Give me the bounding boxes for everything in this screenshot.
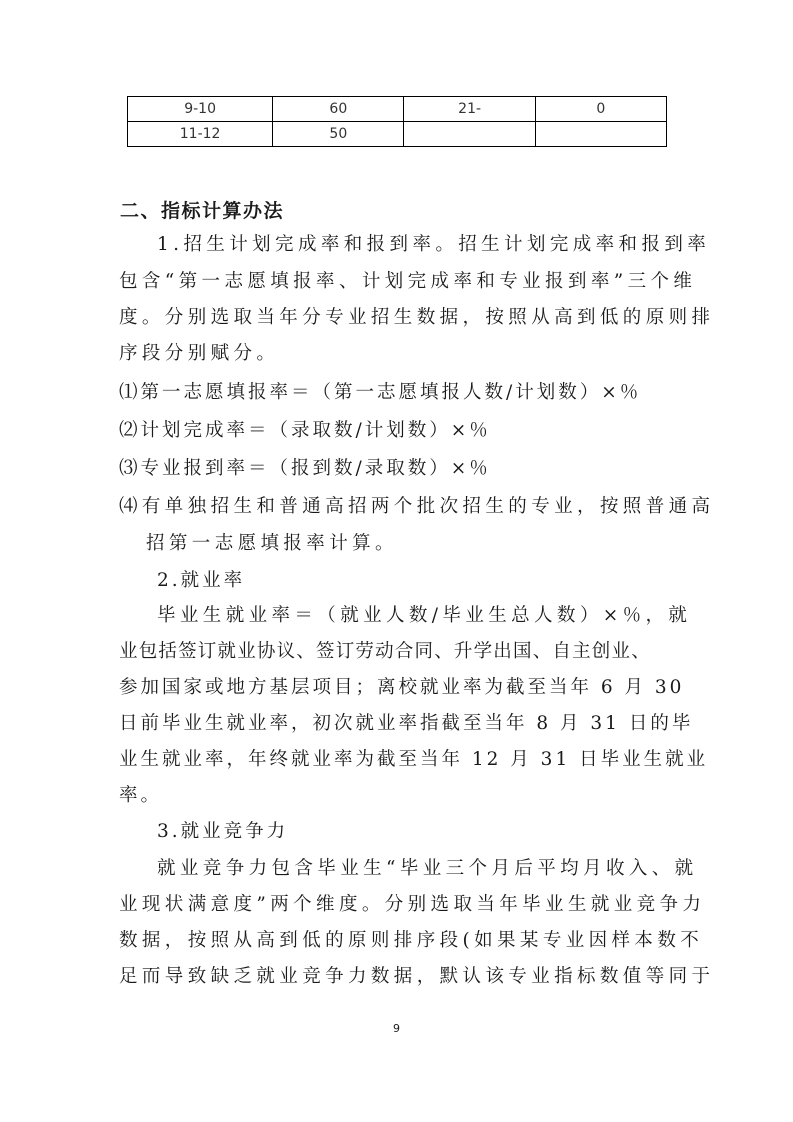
paragraph-line: 业包括签订就业协议、签订劳动合同、升学出国、自主创业、 bbox=[119, 641, 651, 662]
table-cell: 9-10 bbox=[128, 97, 273, 122]
table-cell bbox=[535, 122, 666, 147]
table-cell: 60 bbox=[273, 97, 404, 122]
score-table bbox=[127, 96, 667, 147]
subheading-line: 3.就业竞争力 bbox=[157, 821, 289, 842]
paragraph-line: 业现状满意度”两个维度。分别选取当年毕业生就业竞争力 bbox=[119, 894, 706, 915]
table-cell: 50 bbox=[273, 122, 404, 147]
paragraph-line: 包含“第一志愿填报率、计划完成率和专业报到率”三个维 bbox=[119, 271, 697, 292]
paragraph-line: 参加国家或地方基层项目；离校就业率为截至当年 6 月 30 bbox=[119, 677, 685, 698]
table-cell bbox=[404, 122, 535, 147]
table-row bbox=[128, 122, 667, 147]
paragraph-line: 1.招生计划完成率和报到率。招生计划完成率和报到率 bbox=[157, 234, 711, 255]
table-row bbox=[128, 97, 667, 122]
paragraph-line: 毕业生就业率＝（就业人数/毕业生总人数）×％，就 bbox=[157, 605, 692, 626]
paragraph-line: 序段分别赋分。 bbox=[119, 343, 280, 364]
paragraph-line: 足而导致缺乏就业竞争力数据，默认该专业指标数值等同于 bbox=[119, 966, 715, 987]
paragraph-line: 数据，按照从高到低的原则排序段(如果某专业因样本数不 bbox=[119, 930, 704, 951]
formula-line: ⑵计划完成率＝（录取数/计划数）×％ bbox=[119, 420, 491, 441]
page-number: 9 bbox=[393, 1022, 400, 1035]
table-cell: 11-12 bbox=[128, 122, 273, 147]
formula-line: ⑴第一志愿填报率＝（第一志愿填报人数/计划数）×％ bbox=[119, 382, 642, 403]
formula-line: ⑶专业报到率＝（报到数/录取数）×％ bbox=[119, 458, 491, 479]
paragraph-line: 就业竞争力包含毕业生“毕业三个月后平均月收入、就 bbox=[157, 858, 698, 879]
subheading-line: 2.就业率 bbox=[157, 570, 246, 591]
paragraph-line: 率。 bbox=[119, 785, 163, 806]
formula-line: ⑷有单独招生和普通高招两个批次招生的专业，按照普通高 bbox=[119, 496, 715, 517]
paragraph-line: 日前毕业生就业率，初次就业率指截至当年 8 月 31 日的毕 bbox=[119, 713, 694, 734]
paragraph-line: 招第一志愿填报率计算。 bbox=[146, 533, 398, 554]
section-heading: 二、指标计算办法 bbox=[120, 200, 285, 222]
paragraph-line: 度。分别选取当年分专业招生数据，按照从高到低的原则排 bbox=[119, 307, 715, 328]
table-cell: 0 bbox=[535, 97, 666, 122]
paragraph-line: 业生就业率，年终就业率为截至当年 12 月 31 日毕业生就业 bbox=[119, 749, 709, 770]
table-cell: 21- bbox=[404, 97, 535, 122]
